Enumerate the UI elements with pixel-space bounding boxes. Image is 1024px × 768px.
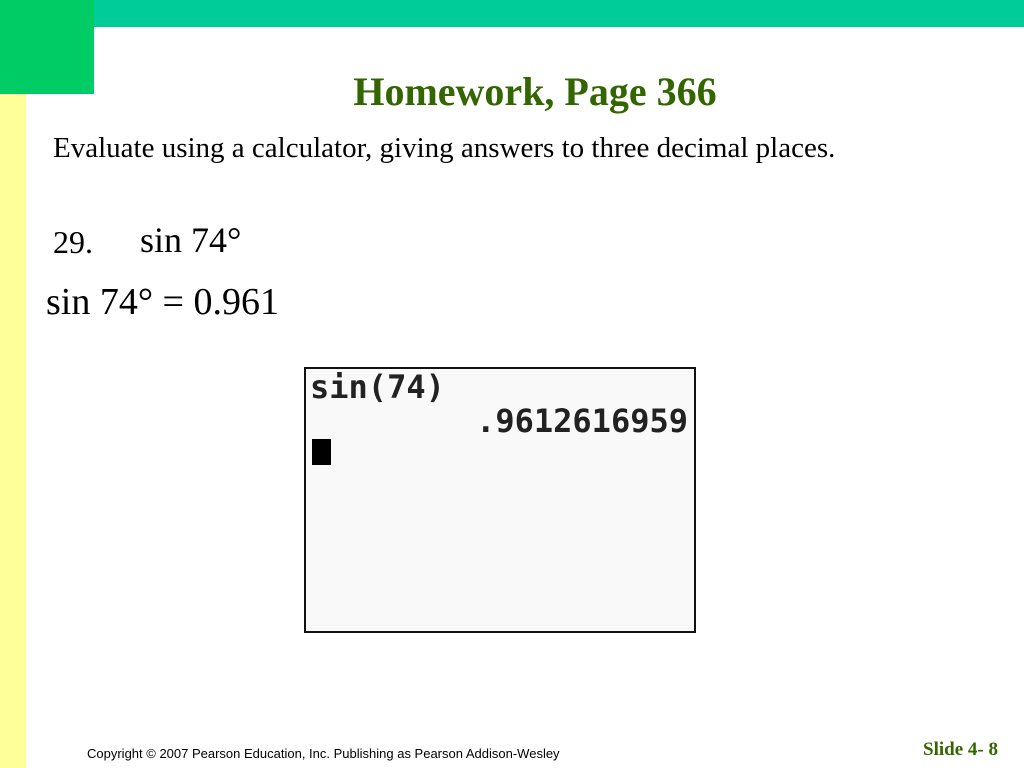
top-decorative-bar — [0, 0, 1024, 27]
solution-expression: sin 74° = 0.961 — [46, 281, 279, 323]
problem-expression: sin 74° — [140, 220, 242, 260]
calculator-screen — [304, 367, 696, 633]
copyright-footer: Copyright © 2007 Pearson Education, Inc. Publishing as Pearson Addison-Wesley — [87, 746, 560, 761]
left-decorative-stripe — [0, 0, 26, 768]
calculator-input-line: sin(74) — [310, 368, 445, 406]
slide-number: Slide 4- 8 — [923, 739, 998, 760]
calculator-cursor — [312, 439, 331, 465]
problem-number: 29. — [53, 224, 93, 260]
calculator-output-line: .9612616959 — [476, 402, 688, 440]
corner-decorative-block — [0, 0, 94, 94]
instruction-text: Evaluate using a calculator, giving answers to three decimal places. — [53, 132, 836, 164]
slide-title: Homework, Page 366 — [353, 69, 717, 114]
